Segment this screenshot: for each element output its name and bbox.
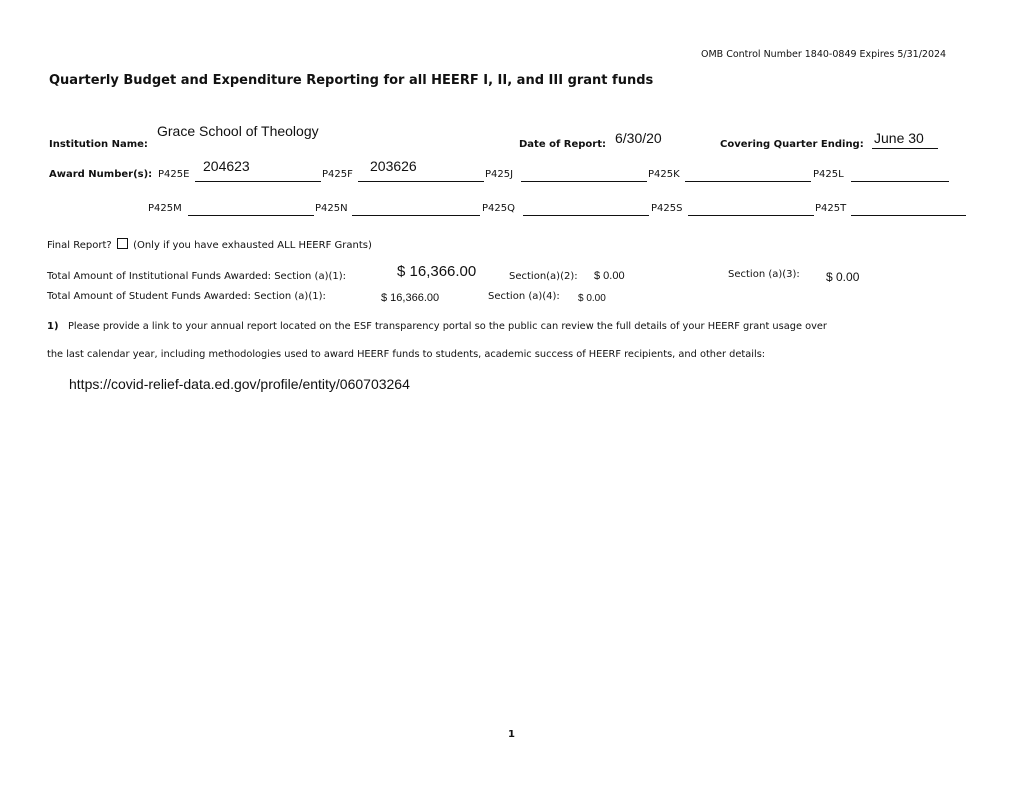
student-a1-value[interactable]: $ 16,366.00 xyxy=(381,292,440,304)
final-report-checkbox[interactable] xyxy=(117,238,128,249)
award-line-p425n[interactable] xyxy=(352,215,480,216)
student-funds-label: Total Amount of Student Funds Awarded: Section (a)(1): xyxy=(47,291,326,302)
final-report-row xyxy=(47,238,372,251)
award-line-p425m[interactable] xyxy=(188,215,314,216)
award-line-p425j[interactable] xyxy=(521,181,647,182)
covering-quarter-value[interactable]: June 30 xyxy=(874,130,924,146)
institutional-a1-value[interactable]: $ 16,366.00 xyxy=(397,263,477,280)
omb-notice: OMB Control Number 1840-0849 Expires 5/31/2024 xyxy=(701,49,947,60)
award-code-p425f: P425F xyxy=(322,169,353,180)
award-code-p425q: P425Q xyxy=(482,203,515,214)
question-1-line-2: the last calendar year, including methodologies used to award HEERF funds to students, academic success of HEERF recipients, and other details: xyxy=(47,349,766,360)
section-a4-value[interactable]: $ 0.00 xyxy=(578,293,606,304)
question-1-number: 1) xyxy=(47,321,59,332)
award-code-p425e: P425E xyxy=(158,169,190,180)
date-of-report-value[interactable]: 6/30/20 xyxy=(615,130,662,146)
award-line-p425s[interactable] xyxy=(688,215,814,216)
award-code-p425s: P425S xyxy=(651,203,683,214)
institutional-funds-label: Total Amount of Institutional Funds Awarded: Section (a)(1): xyxy=(47,271,347,282)
award-value-p425f[interactable]: 203626 xyxy=(370,158,417,174)
covering-quarter-underline xyxy=(872,148,938,149)
award-line-p425e xyxy=(195,181,321,182)
section-a3-value[interactable]: $ 0.00 xyxy=(826,270,860,284)
page-number: 1 xyxy=(508,729,515,740)
page-title: Quarterly Budget and Expenditure Reporting for all HEERF I, II, and III grant funds xyxy=(49,73,654,88)
award-line-p425f xyxy=(358,181,484,182)
section-a2-value[interactable]: $ 0.00 xyxy=(594,270,625,282)
final-report-label: Final Report? xyxy=(47,240,112,251)
annual-report-link[interactable]: https://covid-relief-data.ed.gov/profile/entity/060703264 xyxy=(69,376,410,392)
award-code-p425k: P425K xyxy=(648,169,680,180)
award-line-p425l[interactable] xyxy=(851,181,949,182)
award-code-p425t: P425T xyxy=(815,203,847,214)
award-code-p425j: P425J xyxy=(485,169,514,180)
date-of-report-label: Date of Report: xyxy=(519,139,607,150)
section-a2-label: Section(a)(2): xyxy=(509,271,578,282)
covering-quarter-label: Covering Quarter Ending: xyxy=(720,139,864,150)
section-a3-label: Section (a)(3): xyxy=(728,269,800,280)
award-code-p425l: P425L xyxy=(813,169,844,180)
award-line-p425t[interactable] xyxy=(851,215,966,216)
award-value-p425e[interactable]: 204623 xyxy=(203,158,250,174)
question-1-line-1: Please provide a link to your annual report located on the ESF transparency portal so the public can review the full details of your HEERF grant usage over xyxy=(68,321,827,332)
final-report-note: (Only if you have exhausted ALL HEERF Grants) xyxy=(133,240,372,251)
institution-name-label: Institution Name: xyxy=(49,139,148,150)
award-code-p425m: P425M xyxy=(148,203,182,214)
institution-name-value[interactable]: Grace School of Theology xyxy=(157,123,319,139)
award-numbers-label: Award Number(s): xyxy=(49,169,153,180)
award-line-p425q[interactable] xyxy=(523,215,649,216)
award-code-p425n: P425N xyxy=(315,203,348,214)
award-line-p425k[interactable] xyxy=(685,181,811,182)
section-a4-label: Section (a)(4): xyxy=(488,291,560,302)
